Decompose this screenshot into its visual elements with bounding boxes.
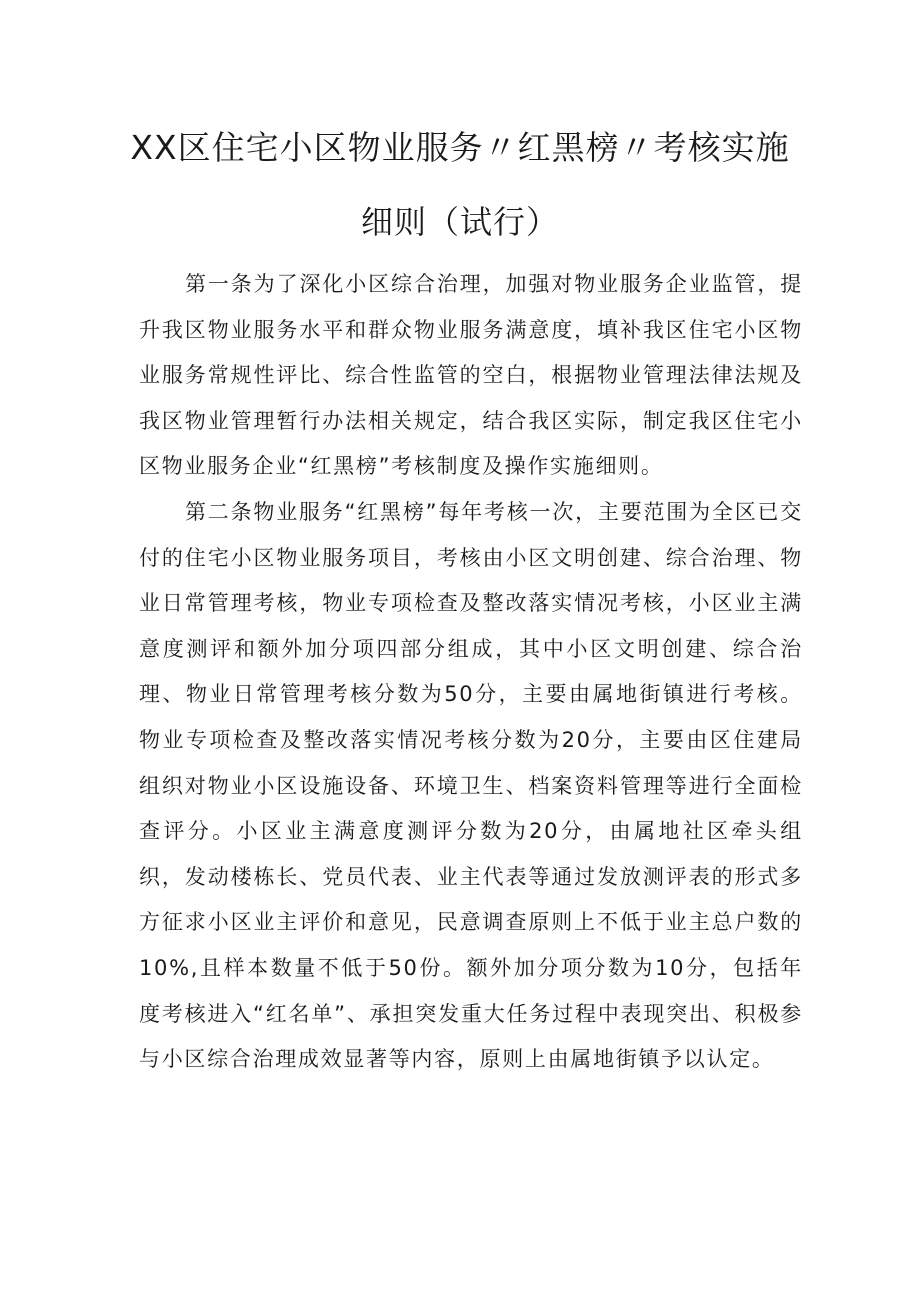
paragraph-article-1: 第一条为了深化小区综合治理，加强对物业服务企业监管，提升我区物业服务水平和群众物业服务满意度，填补我区住宅小区物业服务常规性评比、综合性监管的空白，根据物业管理法律法规及我区物业管理暂行办法相关规定，结合我区实际，制定我区住宅小区物业服务企业“红黑榜”考核制度及操作实施细则。: [139, 272, 803, 479]
document-body: [139, 262, 803, 1083]
paragraph-article-2: 第二条物业服务“红黑榜”每年考核一次，主要范围为全区已交付的住宅小区物业服务项目，考核由小区文明创建、综合治理、物业日常管理考核，物业专项检查及整改落实情况考核，小区业主满意度测评和额外加分项四部分组成，其中小区文明创建、综合治理、物业日常管理考核分数为50分，主要由属地街镇进行考核。物业专项检查及整改落实情况考核分数为20分，主要由区住建局组织对物业小区设施设备、环境卫生、档案资料管理等进行全面检查评分。小区业主满意度测评分数为20分，由属地社区牵头组织，发动楼栋长、党员代表、业主代表等通过发放测评表的形式多方征求小区业主评价和意见，民意调查原则上不低于业主总户数的10%,且样本数量不低于50份。额外加分项分数为10分，包括年度考核进入“红名单”、承担突发重大任务过程中表现突出、积极参与小区综合治理成效显著等内容，原则上由属地街镇予以认定。: [139, 499, 803, 1072]
document-title-line-2: 细则（试行）: [360, 203, 559, 241]
document-title-line-1: XX区住宅小区物业服务〃红黑榜〃考核实施: [130, 128, 790, 167]
